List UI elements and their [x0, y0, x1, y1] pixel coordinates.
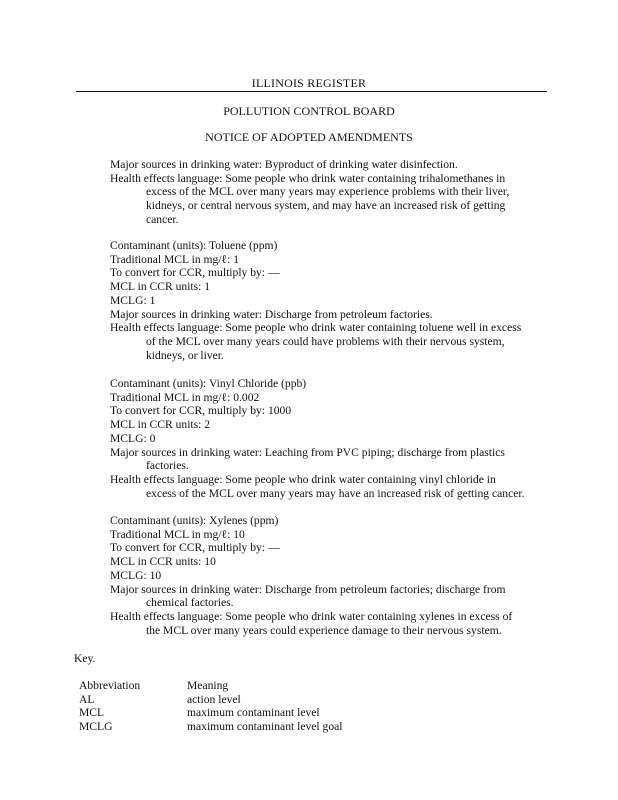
toluene-block: [110, 239, 550, 362]
xylenes-sources-line-1: Major sources in drinking water: Discharge from petroleum factories; discharge from: [110, 582, 506, 596]
key-header-abbreviation: Abbreviation: [79, 679, 141, 692]
xylenes-convert: To convert for CCR, multiply by: —: [110, 541, 280, 555]
key-meaning: action level: [187, 692, 241, 706]
vinyl-health-line-1: Health effects language: Some people who drink water containing vinyl chloride in: [110, 472, 496, 486]
vinyl-mcl-mg: Traditional MCL in mg/ℓ: 0.002: [110, 390, 260, 404]
notice-title: NOTICE OF ADOPTED AMENDMENTS: [205, 130, 413, 144]
xylenes-mclg: MCLG: 10: [110, 568, 162, 582]
xylenes-block: [110, 514, 550, 637]
intro-health-line-4: cancer.: [146, 212, 179, 226]
register-title: ILLINOIS REGISTER: [251, 76, 367, 90]
key-label: Key.: [74, 652, 96, 665]
key-table: [79, 679, 343, 733]
vinyl-block: [110, 377, 550, 500]
vinyl-sources-line-1: Major sources in drinking water: Leaching from PVC piping; discharge from plastics: [110, 445, 505, 459]
vinyl-health-line-2: excess of the MCL over many years may have an increased risk of getting cancer.: [146, 486, 525, 500]
xylenes-health-line-2: the MCL over many years could experience damage to their nervous system.: [146, 623, 502, 637]
xylenes-health-line-1: Health effects language: Some people who drink water containing xylenes in excess of: [110, 609, 513, 623]
toluene-mcl-mg: Traditional MCL in mg/ℓ: 1: [110, 252, 240, 266]
key-meaning: maximum contaminant level goal: [187, 719, 343, 733]
xylenes-mcl-mg: Traditional MCL in mg/ℓ: 10: [110, 527, 245, 541]
intro-sources: Major sources in drinking water: Byproduct of drinking water disinfection.: [110, 158, 458, 171]
toluene-contaminant: Contaminant (units): Toluene (ppm): [110, 239, 278, 252]
xylenes-mcl-ccr: MCL in CCR units: 10: [110, 555, 216, 569]
table-row: [79, 720, 343, 734]
vinyl-convert: To convert for CCR, multiply by: 1000: [110, 404, 292, 418]
toluene-mclg: MCLG: 1: [110, 293, 156, 307]
table-row: [79, 706, 343, 720]
vinyl-sources-line-2: factories.: [146, 459, 189, 473]
toluene-health-line-1: Health effects language: Some people who drink water containing toluene well in excess: [110, 321, 522, 335]
vinyl-mclg: MCLG: 0: [110, 431, 156, 445]
vinyl-mcl-ccr: MCL in CCR units: 2: [110, 418, 211, 432]
key-abbreviation: MCLG: [79, 719, 113, 733]
key-meaning: maximum contaminant level: [187, 706, 320, 720]
xylenes-sources-line-2: chemical factories.: [146, 596, 234, 610]
toluene-health-line-3: kidneys, or liver.: [146, 348, 224, 362]
intro-health-line-3: kidneys, or central nervous system, and may have an increased risk of getting: [146, 199, 506, 213]
key-abbreviation: AL: [79, 692, 95, 706]
table-row: [79, 693, 343, 707]
toluene-health-line-2: of the MCL over many years could have problems with their nervous system,: [146, 334, 505, 348]
key-header-meaning: Meaning: [187, 679, 229, 692]
intro-block: [110, 158, 550, 227]
toluene-sources: Major sources in drinking water: Discharge from petroleum factories.: [110, 307, 433, 321]
toluene-mcl-ccr: MCL in CCR units: 1: [110, 280, 211, 294]
intro-health-line-2: excess of the MCL over many years may experience problems with their liver,: [146, 185, 510, 199]
key-header-row: [79, 679, 343, 693]
vinyl-contaminant: Contaminant (units): Vinyl Chloride (ppb): [110, 377, 307, 390]
key-abbreviation: MCL: [79, 706, 105, 720]
board-title: POLLUTION CONTROL BOARD: [223, 104, 395, 118]
intro-health-line-1: Health effects language: Some people who drink water containing trihalomethanes in: [110, 171, 506, 185]
toluene-convert: To convert for CCR, multiply by: —: [110, 266, 280, 280]
header-rule: [76, 91, 547, 92]
xylenes-contaminant: Contaminant (units): Xylenes (ppm): [110, 514, 279, 527]
